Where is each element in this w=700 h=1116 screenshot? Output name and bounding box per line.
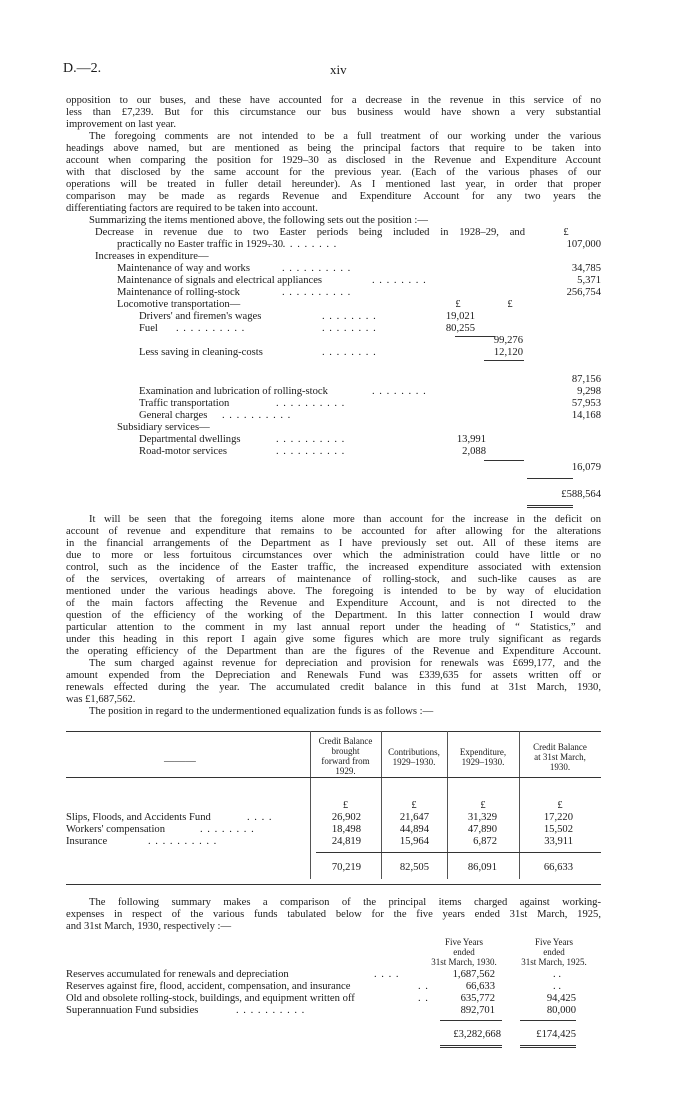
text-line: Summarizing the items mentioned above, the following sets out the position :— xyxy=(89,215,428,226)
text-line: less than £7,239. But for this circumstance our bus business would have shown a very substantial xyxy=(66,107,601,118)
leader-dots: . . . . . . . . . . xyxy=(276,434,346,445)
rule xyxy=(484,360,524,361)
summary-value: 80,255 xyxy=(445,323,475,334)
row-label: Old and obsolete rolling-stock, buildings, and equipment written off xyxy=(66,993,355,1004)
summary-label: practically no Easter traffic in 1929–30 xyxy=(117,239,284,250)
row-label: Reserves against fire, flood, accident, compensation, and insurance xyxy=(66,981,351,992)
text-line: opposition to our buses, and these have accounted for a decrease in the revenue in this service of no xyxy=(66,95,601,106)
text-line: The position in regard to the undermentioned equalization funds is as follows :— xyxy=(89,706,434,717)
cell: 17,220 xyxy=(543,812,573,823)
text-line: under this heading in this report I again give some figures which are more truly significant as regards xyxy=(66,634,601,645)
summary-label: Maintenance of signals and electrical appliances xyxy=(117,275,323,286)
leader-dots: . . . . xyxy=(247,812,273,823)
leader-dots: . . . . . . . . xyxy=(322,323,377,334)
summary-value: 14,168 xyxy=(571,410,601,421)
summary-label: Decrease in revenue due to two Easter periods being included in 1928–29, and xyxy=(95,227,525,238)
cell: 1,687,562 xyxy=(452,969,495,980)
cell: 66,633 xyxy=(465,981,495,992)
column-header: Contributions, 1929–1930. xyxy=(388,747,440,767)
leader-dots: . . xyxy=(418,981,429,992)
row-label: Insurance xyxy=(66,836,108,847)
header-rule xyxy=(66,777,601,778)
summary-value: 5,371 xyxy=(577,275,601,286)
summary-label: Examination and lubrication of rolling-stock xyxy=(139,386,328,397)
cell: 18,498 xyxy=(331,824,361,835)
leader-dots: . . . . xyxy=(374,969,400,980)
summary-value: 107,000 xyxy=(566,239,601,250)
text-line: headings above named, but are mentioned as being the principal factors that require to be taken into xyxy=(66,143,601,154)
leader-dots: . . . . . . . . . . xyxy=(236,1005,306,1016)
cell: 86,091 xyxy=(467,862,497,873)
column-header: Credit Balance at 31st March, 1930. xyxy=(533,742,587,772)
text-line: in the financial arrangements of the Department as I have previously set out. All of these items are xyxy=(66,538,601,549)
summary-label: Fuel xyxy=(139,323,158,334)
text-line: improvement on last year. xyxy=(66,119,177,130)
pound-sign: £ xyxy=(455,299,461,310)
column-header: Five Years ended 31st March, 1925. xyxy=(521,937,587,967)
column-rule xyxy=(310,855,311,879)
table-top-rule xyxy=(66,731,601,732)
text-line: due to more or less fortuitous circumstances over which the administration could have little or no xyxy=(66,550,601,561)
cell: 31,329 xyxy=(467,812,497,823)
text-line: of the services, overtaking of arrears of maintenance of rolling-stock, and such-like causes as are xyxy=(66,574,601,585)
double-rule xyxy=(520,1045,576,1048)
cell: 635,772 xyxy=(460,993,495,1004)
table-bottom-rule xyxy=(66,884,601,885)
cell: 82,505 xyxy=(399,862,429,873)
leader-dots: . . . . . . . . . . xyxy=(268,239,338,250)
text-line: account when comparing the position for 1929–30 as disclosed in the Revenue and Expenditure Account xyxy=(66,155,601,166)
summary-value: 87,156 xyxy=(571,374,601,385)
total-cell: £174,425 xyxy=(536,1029,576,1040)
summary-label: Maintenance of way and works xyxy=(117,263,250,274)
cell: . . xyxy=(553,969,561,980)
subtotal-rule xyxy=(316,852,601,853)
summary-value: 256,754 xyxy=(566,287,601,298)
summary-label: Road-motor services xyxy=(139,446,227,457)
text-line: was £1,687,562. xyxy=(66,694,136,705)
column-header: Credit Balance brought forward from 1929. xyxy=(318,736,373,776)
stub-dash: ——— xyxy=(164,756,196,767)
rule xyxy=(484,460,524,461)
summary-label: Subsidiary services— xyxy=(117,422,210,433)
total-cell: £3,282,668 xyxy=(453,1029,501,1040)
text-line: of the main factors affecting the Revenue and Expenditure Account, and is not directed to the xyxy=(66,598,601,609)
rule xyxy=(440,1020,502,1021)
rule xyxy=(527,478,573,479)
summary-value: 19,021 xyxy=(445,311,475,322)
text-line: expenses in respect of the various funds tabulated below for the five years ended 31st March, 1925, xyxy=(66,909,601,920)
text-line: The foregoing comments are not intended to be a full treatment of our working under the various xyxy=(89,131,601,142)
column-header: Expenditure, 1929–1930. xyxy=(459,747,507,767)
cell: 47,890 xyxy=(467,824,497,835)
text-line: The sum charged against revenue for depreciation and provision for renewals was £699,177, and the xyxy=(89,658,601,669)
leader-dots: . . . . . . . . xyxy=(372,275,427,286)
text-line: renewals effected during the year. The accumulated credit balance in this fund at 31st March, 1930, xyxy=(66,682,601,693)
leader-dots: . . . . . . . . xyxy=(322,311,377,322)
pound-sign: £ xyxy=(507,299,513,310)
text-line: amount expended from the Depreciation and Renewals Fund was £339,635 for assets written off or xyxy=(66,670,601,681)
pound-sign: £ xyxy=(480,800,486,811)
summary-label: Maintenance of rolling-stock xyxy=(117,287,240,298)
leader-dots: . . . . . . . . . . xyxy=(222,410,292,421)
cell: 21,647 xyxy=(399,812,429,823)
leader-dots: . . . . . . . . . . xyxy=(276,398,346,409)
summary-value: 99,276 xyxy=(493,335,523,346)
text-line: and 31st March, 1930, respectively :— xyxy=(66,921,232,932)
summary-label: General charges xyxy=(139,410,208,421)
pound-sign: £ xyxy=(411,800,417,811)
row-label: Reserves accumulated for renewals and depreciation xyxy=(66,969,289,980)
double-rule xyxy=(440,1045,502,1048)
cell: 892,701 xyxy=(460,1005,495,1016)
text-line: control, such as the incidence of the Easter traffic, the increased expenditure associated with extension xyxy=(66,562,601,573)
summary-value: 16,079 xyxy=(571,462,601,473)
text-line: It will be seen that the foregoing items alone more than account for the increase in the deficit on xyxy=(89,514,601,525)
row-label: Superannuation Fund subsidies xyxy=(66,1005,199,1016)
cell: 70,219 xyxy=(331,862,361,873)
summary-value: 13,991 xyxy=(456,434,486,445)
summary-value: 57,953 xyxy=(571,398,601,409)
column-rule xyxy=(381,855,382,879)
row-label: Slips, Floods, and Accidents Fund xyxy=(66,812,211,823)
cell: 26,902 xyxy=(331,812,361,823)
row-label: Workers' compensation xyxy=(66,824,166,835)
cell: . . xyxy=(553,981,561,992)
rule xyxy=(520,1020,576,1021)
leader-dots: . . . . . . . . xyxy=(200,824,255,835)
page-number: xiv xyxy=(330,62,347,77)
pound-sign: £ xyxy=(557,800,563,811)
summary-total: £588,564 xyxy=(561,489,601,500)
text-line: question of the efficiency of the working of the Department. In this latter connection I would draw xyxy=(66,610,601,621)
column-header: Five Years ended 31st March, 1930. xyxy=(431,937,497,967)
cell: 15,502 xyxy=(543,824,573,835)
cell: 15,964 xyxy=(399,836,429,847)
leader-dots: . . . . . . . . . . xyxy=(282,287,352,298)
cell: 33,911 xyxy=(544,836,573,847)
summary-label: Drivers' and firemen's wages xyxy=(139,311,262,322)
text-line: mentioned under the various headings above. The foregoing is intended to be by way of elucidation xyxy=(66,586,601,597)
summary-value: 2,088 xyxy=(462,446,486,457)
cell: 94,425 xyxy=(546,993,576,1004)
leader-dots: . . . . . . . . xyxy=(322,347,377,358)
text-line: differentiating factors are required to be taken into account. xyxy=(66,203,318,214)
cell: 66,633 xyxy=(543,862,573,873)
text-line: comparison may be made as regards Revenue and Expenditure Account for any two years the xyxy=(66,191,601,202)
summary-label: Increases in expenditure— xyxy=(95,251,209,262)
summary-label: Departmental dwellings xyxy=(139,434,241,445)
summary-value: 9,298 xyxy=(577,386,601,397)
report-reference: D.—2. xyxy=(63,61,102,76)
double-rule xyxy=(527,505,573,508)
leader-dots: . . xyxy=(418,993,429,1004)
cell: 6,872 xyxy=(473,836,497,847)
text-line: the operating efficiency of the Department than are the figures of the Revenue and Expenditure Account. xyxy=(66,646,601,657)
text-line: particular attention to the comment in my last annual report under the heading of “ Statistics,” and xyxy=(66,622,601,633)
leader-dots: . . . . . . . . xyxy=(372,386,427,397)
pound-sign: £ xyxy=(563,227,569,238)
leader-dots: . . . . . . . . . . xyxy=(276,446,346,457)
text-line: with that disclosed by the same account for the previous year. (Each of the various phases of our xyxy=(66,167,601,178)
text-line: The following summary makes a comparison of the principal items charged against working- xyxy=(89,897,601,908)
summary-label: Locomotive transportation— xyxy=(117,299,241,310)
summary-value: 12,120 xyxy=(493,347,523,358)
cell: 80,000 xyxy=(546,1005,576,1016)
leader-dots: . . . . . . . . . . xyxy=(282,263,352,274)
column-rule xyxy=(447,855,448,879)
cell: 24,819 xyxy=(331,836,361,847)
leader-dots: . . . . . . . . . . xyxy=(148,836,218,847)
cell: 44,894 xyxy=(399,824,429,835)
column-rule xyxy=(519,855,520,879)
text-line: account of revenue and expenditure that remains to be accounted for after allowing for the alterations xyxy=(66,526,601,537)
summary-label: Less saving in cleaning-costs xyxy=(139,347,263,358)
leader-dots: . . . . . . . . . . xyxy=(176,323,246,334)
summary-label: Traffic transportation xyxy=(139,398,230,409)
pound-sign: £ xyxy=(342,800,349,811)
summary-value: 34,785 xyxy=(571,263,601,274)
text-line: operations will be treated in fuller detail hereunder). As I mentioned last year, in order that proper xyxy=(66,179,601,190)
